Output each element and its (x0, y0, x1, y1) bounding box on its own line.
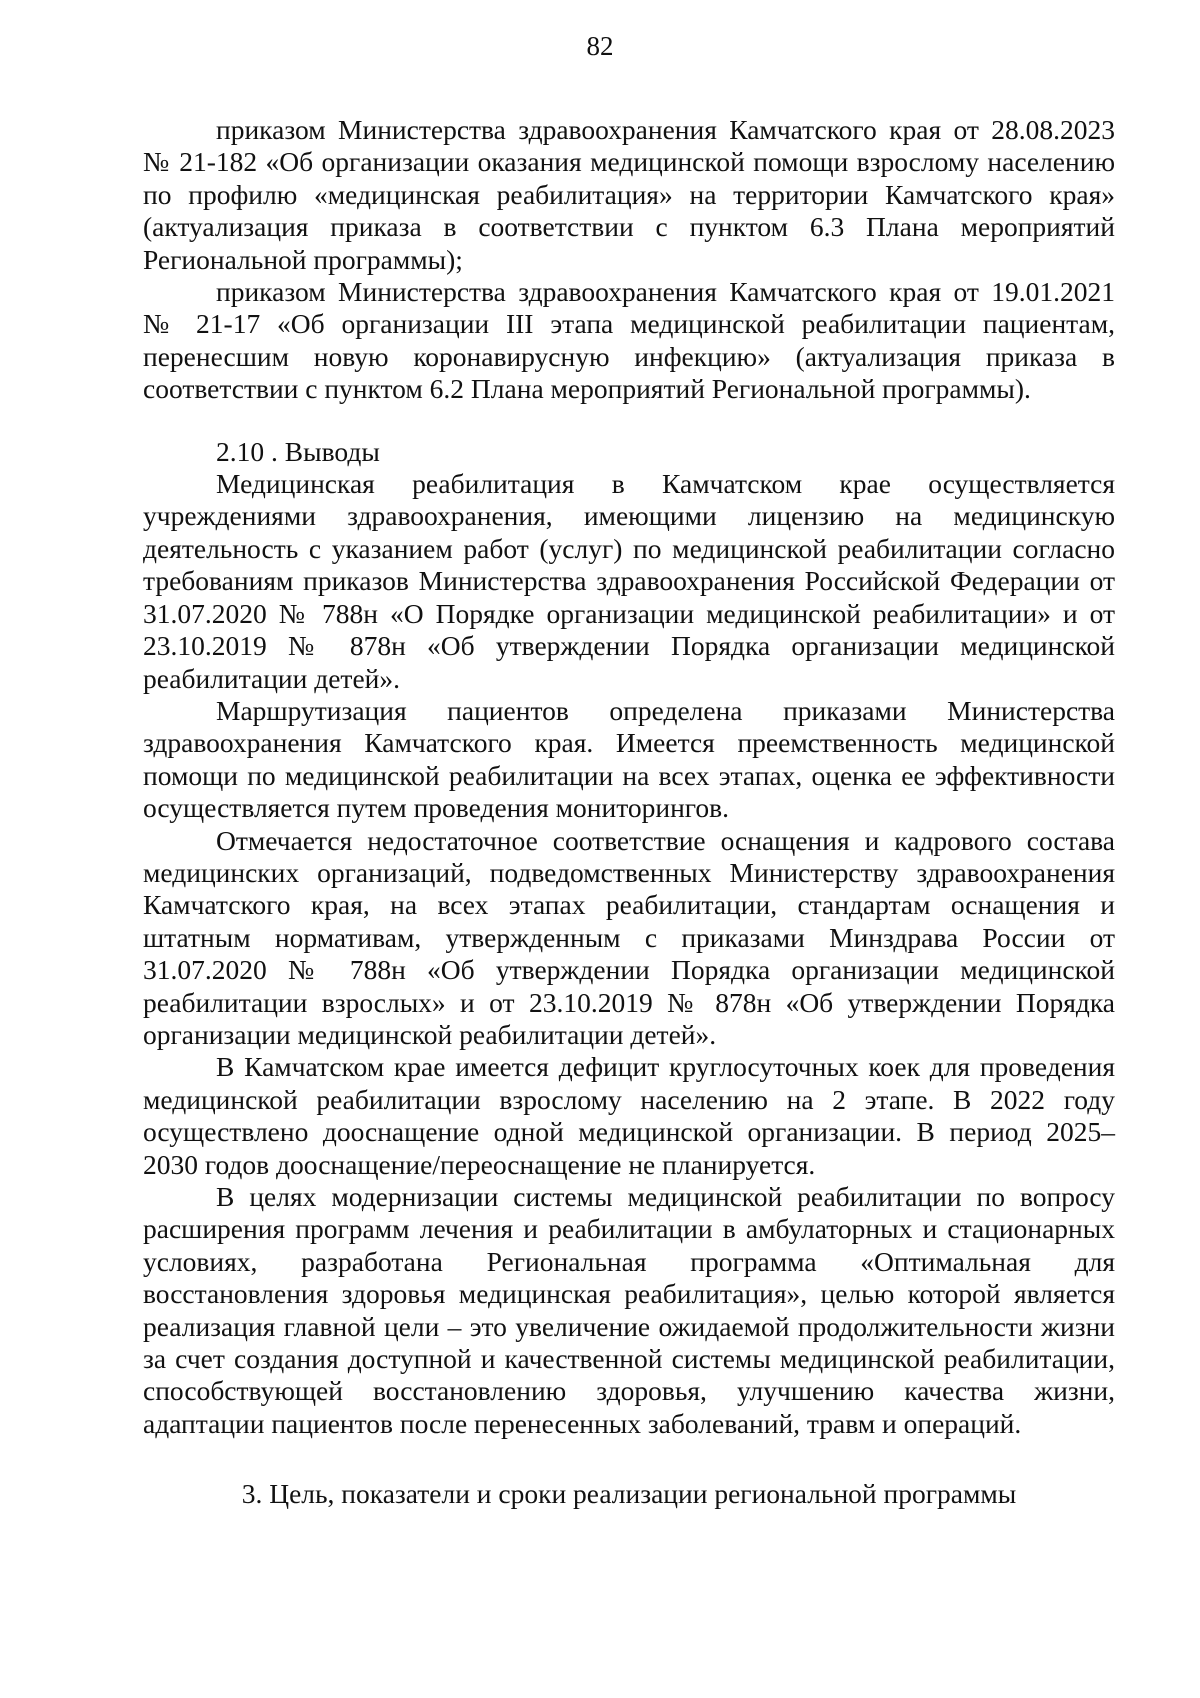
paragraph-conclusion-program-goal: В целях модернизации системы медицинской реабилитации по вопросу расширения программ лечения и реабилитации в амбулаторных и стационарных условиях, разработана Региональная программа «Оптимальная для восстановления здоровья медицинская реабилитация», целью которой является реализация главной цели – это увеличение ожидаемой продолжительности жизни за счет создания доступной и качественной системы медицинской реабилитации, способствующей восстановлению здоровья, улучшению качества жизни, адаптации пациентов после перенесенных заболеваний, травм и операций. (143, 1181, 1115, 1439)
paragraph-conclusion-licensing: Медицинская реабилитация в Камчатском крае осуществляется учреждениями здравоохранения, имеющими лицензию на медицинскую деятельность с указанием работ (услуг) по медицинской реабилитации согласно требованиям приказов Министерства здравоохранения Российской Федерации от 31.07.2020 № 788н «О Порядке организации медицинской реабилитации» и от 23.10.2019 № 878н «Об утверждении Порядка организации медицинской реабилитации детей». (143, 468, 1115, 694)
paragraph-conclusion-bed-deficit: В Камчатском крае имеется дефицит круглосуточных коек для проведения медицинской реабилитации взрослому населению на 2 этапе. В 2022 году осуществлено дооснащение одной медицинской организации. В период 2025–2030 годов дооснащение/переоснащение не планируется. (143, 1051, 1115, 1180)
page-number: 82 (586, 31, 614, 61)
section-heading-conclusions: 2.10 . Выводы (216, 435, 380, 467)
paragraph-conclusion-equipment: Отмечается недостаточное соответствие оснащения и кадрового состава медицинских организаций, подведомственных Министерству здравоохранения Камчатского края, на всех этапах реабилитации, стандартам оснащения и штатным нормативам, утвержденным с приказами Минздрава России от 31.07.2020 № 788н «Об утверждении Порядка организации медицинской реабилитации взрослых» и от 23.10.2019 № 878н «Об утверждении Порядка организации медицинской реабилитации детей». (143, 824, 1115, 1050)
paragraph-conclusion-routing: Маршрутизация пациентов определена приказами Министерства здравоохранения Камчатского края. Имеется преемственность медицинской помощи по медицинской реабилитации на всех этапах, оценка ее эффективности осуществляется путем проведения мониторингов. (143, 694, 1115, 824)
paragraph-order-rehabilitation-adults: приказом Министерства здравоохранения Камчатского края от 28.08.2023 № 21-182 «Об организации оказания медицинской помощи взрослому населению по профилю «медицинская реабилитация» на территории Камчатского края» (актуализация приказа в соответствии с пунктом 6.3 Плана мероприятий Региональной программы); (143, 114, 1115, 275)
chapter-heading: 3. Цель, показатели и сроки реализации региональной программы (241, 1478, 1017, 1510)
paragraph-order-covid-rehabilitation: приказом Министерства здравоохранения Камчатского края от 19.01.2021 № 21-17 «Об организации III этапа медицинской реабилитации пациентам, перенесшим новую коронавирусную инфекцию» (актуализация приказа в соответствии с пунктом 6.2 Плана мероприятий Региональной программы). (143, 276, 1115, 405)
document-body (143, 114, 1115, 1511)
